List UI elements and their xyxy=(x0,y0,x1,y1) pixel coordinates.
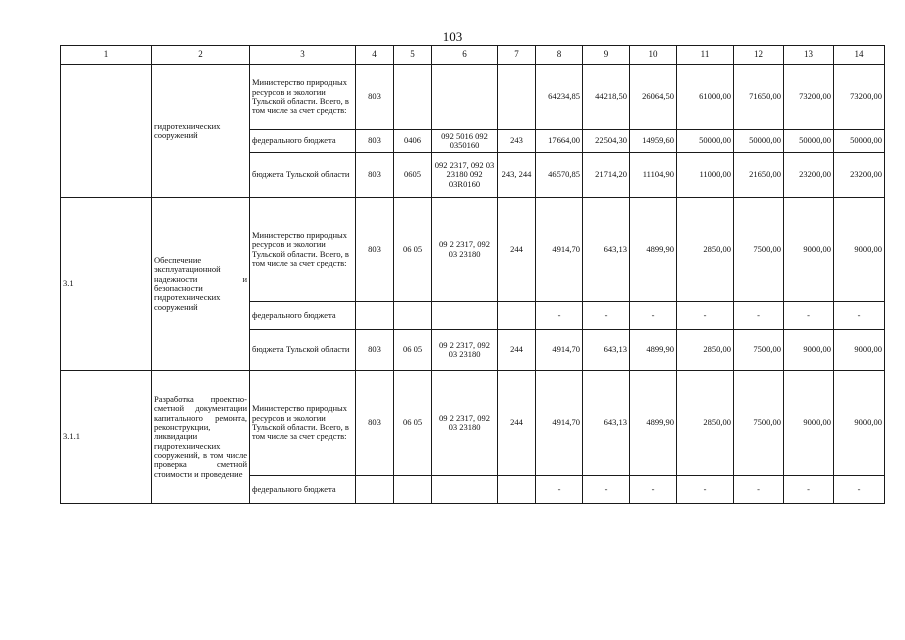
header-cell: 3 xyxy=(250,46,356,65)
col13-cell: 73200,00 xyxy=(784,65,834,130)
col9-cell: 44218,50 xyxy=(583,65,630,130)
col7-cell: 244 xyxy=(498,198,536,302)
col5-cell: 0406 xyxy=(394,130,432,153)
col11-cell: 2850,00 xyxy=(677,198,734,302)
col6-cell xyxy=(432,476,498,504)
col6-cell: 092 2317, 092 03 23180 092 03R0160 xyxy=(432,153,498,198)
col10-cell: 26064,50 xyxy=(630,65,677,130)
funding-source-cell: федерального бюджета xyxy=(250,476,356,504)
col7-cell: 243, 244 xyxy=(498,153,536,198)
col6-cell: 09 2 2317, 092 03 23180 xyxy=(432,198,498,302)
col4-cell: 803 xyxy=(356,153,394,198)
col9-cell: 22504,30 xyxy=(583,130,630,153)
col7-cell: 244 xyxy=(498,371,536,476)
col7-cell: 243 xyxy=(498,130,536,153)
col9-cell: 643,13 xyxy=(583,330,630,371)
header-cell: 8 xyxy=(536,46,583,65)
header-cell: 6 xyxy=(432,46,498,65)
col14-cell: 73200,00 xyxy=(834,65,885,130)
item-name-cell: Разработка проектно-сметной документации капитального ремонта, реконструкции, ликвидации гидротехнических сооружений, в том числе проверка сметной стоимости и проведение xyxy=(152,371,250,504)
col8-cell: - xyxy=(536,476,583,504)
col8-cell: - xyxy=(536,302,583,330)
item-code-cell xyxy=(61,65,152,198)
col5-cell: 06 05 xyxy=(394,371,432,476)
col13-cell: 50000,00 xyxy=(784,130,834,153)
col9-cell: 643,13 xyxy=(583,198,630,302)
funding-source-cell: бюджета Тульской области xyxy=(250,153,356,198)
col12-cell: 7500,00 xyxy=(734,198,784,302)
col14-cell: - xyxy=(834,302,885,330)
col10-cell: 14959,60 xyxy=(630,130,677,153)
col4-cell: 803 xyxy=(356,371,394,476)
col11-cell: 11000,00 xyxy=(677,153,734,198)
col13-cell: 9000,00 xyxy=(784,198,834,302)
header-cell: 12 xyxy=(734,46,784,65)
item-name-cell: гидротехнических сооружений xyxy=(152,65,250,198)
item-code-cell: 3.1 xyxy=(61,198,152,371)
header-cell: 9 xyxy=(583,46,630,65)
col10-cell: 4899,90 xyxy=(630,198,677,302)
table-row xyxy=(61,65,885,130)
col4-cell xyxy=(356,476,394,504)
col8-cell: 64234,85 xyxy=(536,65,583,130)
col14-cell: - xyxy=(834,476,885,504)
funding-source-cell: Министерство природных ресурсов и экологии Тульской области. Всего, в том числе за счет средств: xyxy=(250,198,356,302)
header-cell: 5 xyxy=(394,46,432,65)
budget-table xyxy=(60,45,885,504)
col14-cell: 9000,00 xyxy=(834,371,885,476)
col12-cell: 71650,00 xyxy=(734,65,784,130)
col6-cell: 092 5016 092 0350160 xyxy=(432,130,498,153)
col12-cell: 7500,00 xyxy=(734,371,784,476)
col14-cell: 9000,00 xyxy=(834,330,885,371)
col8-cell: 4914,70 xyxy=(536,371,583,476)
col11-cell: 2850,00 xyxy=(677,371,734,476)
col4-cell: 803 xyxy=(356,330,394,371)
header-cell: 13 xyxy=(784,46,834,65)
col8-cell: 4914,70 xyxy=(536,198,583,302)
header-cell: 7 xyxy=(498,46,536,65)
item-code-cell: 3.1.1 xyxy=(61,371,152,504)
header-cell: 10 xyxy=(630,46,677,65)
col14-cell: 23200,00 xyxy=(834,153,885,198)
table-row xyxy=(61,198,885,302)
funding-source-cell: Министерство природных ресурсов и экологии Тульской области. Всего, в том числе за счет средств: xyxy=(250,65,356,130)
col10-cell: 11104,90 xyxy=(630,153,677,198)
funding-source-cell: Министерство природных ресурсов и экологии Тульской области. Всего, в том числе за счет средств: xyxy=(250,371,356,476)
col6-cell xyxy=(432,302,498,330)
col4-cell xyxy=(356,302,394,330)
col5-cell xyxy=(394,302,432,330)
col4-cell: 803 xyxy=(356,198,394,302)
col5-cell xyxy=(394,65,432,130)
col13-cell: 9000,00 xyxy=(784,330,834,371)
col10-cell: 4899,90 xyxy=(630,330,677,371)
col12-cell: - xyxy=(734,302,784,330)
item-name-cell: Обеспечение эксплуатационной надежности и безопасности гидротехнических сооружений xyxy=(152,198,250,371)
col12-cell: 21650,00 xyxy=(734,153,784,198)
col5-cell xyxy=(394,476,432,504)
header-cell: 2 xyxy=(152,46,250,65)
col6-cell: 09 2 2317, 092 03 23180 xyxy=(432,330,498,371)
col6-cell: 09 2 2317, 092 03 23180 xyxy=(432,371,498,476)
header-cell: 1 xyxy=(61,46,152,65)
col5-cell: 06 05 xyxy=(394,330,432,371)
col12-cell: 7500,00 xyxy=(734,330,784,371)
col5-cell: 0605 xyxy=(394,153,432,198)
col8-cell: 17664,00 xyxy=(536,130,583,153)
col11-cell: 50000,00 xyxy=(677,130,734,153)
col11-cell: - xyxy=(677,476,734,504)
col9-cell: 21714,20 xyxy=(583,153,630,198)
table-row xyxy=(61,371,885,476)
header-row xyxy=(61,46,885,65)
col13-cell: 9000,00 xyxy=(784,371,834,476)
col7-cell: 244 xyxy=(498,330,536,371)
col10-cell: - xyxy=(630,476,677,504)
col9-cell: - xyxy=(583,476,630,504)
col4-cell: 803 xyxy=(356,65,394,130)
col11-cell: 2850,00 xyxy=(677,330,734,371)
col7-cell xyxy=(498,302,536,330)
funding-source-cell: федерального бюджета xyxy=(250,130,356,153)
col11-cell: 61000,00 xyxy=(677,65,734,130)
col4-cell: 803 xyxy=(356,130,394,153)
col10-cell: - xyxy=(630,302,677,330)
col11-cell: - xyxy=(677,302,734,330)
col13-cell: 23200,00 xyxy=(784,153,834,198)
col12-cell: 50000,00 xyxy=(734,130,784,153)
col13-cell: - xyxy=(784,476,834,504)
col5-cell: 06 05 xyxy=(394,198,432,302)
col7-cell xyxy=(498,476,536,504)
col8-cell: 46570,85 xyxy=(536,153,583,198)
col12-cell: - xyxy=(734,476,784,504)
page-number: 103 xyxy=(442,29,463,44)
col8-cell: 4914,70 xyxy=(536,330,583,371)
col13-cell: - xyxy=(784,302,834,330)
header-cell: 11 xyxy=(677,46,734,65)
col7-cell xyxy=(498,65,536,130)
col14-cell: 50000,00 xyxy=(834,130,885,153)
header-cell: 14 xyxy=(834,46,885,65)
col10-cell: 4899,90 xyxy=(630,371,677,476)
funding-source-cell: бюджета Тульской области xyxy=(250,330,356,371)
col14-cell: 9000,00 xyxy=(834,198,885,302)
col6-cell xyxy=(432,65,498,130)
col9-cell: - xyxy=(583,302,630,330)
funding-source-cell: федерального бюджета xyxy=(250,302,356,330)
header-cell: 4 xyxy=(356,46,394,65)
col9-cell: 643,13 xyxy=(583,371,630,476)
